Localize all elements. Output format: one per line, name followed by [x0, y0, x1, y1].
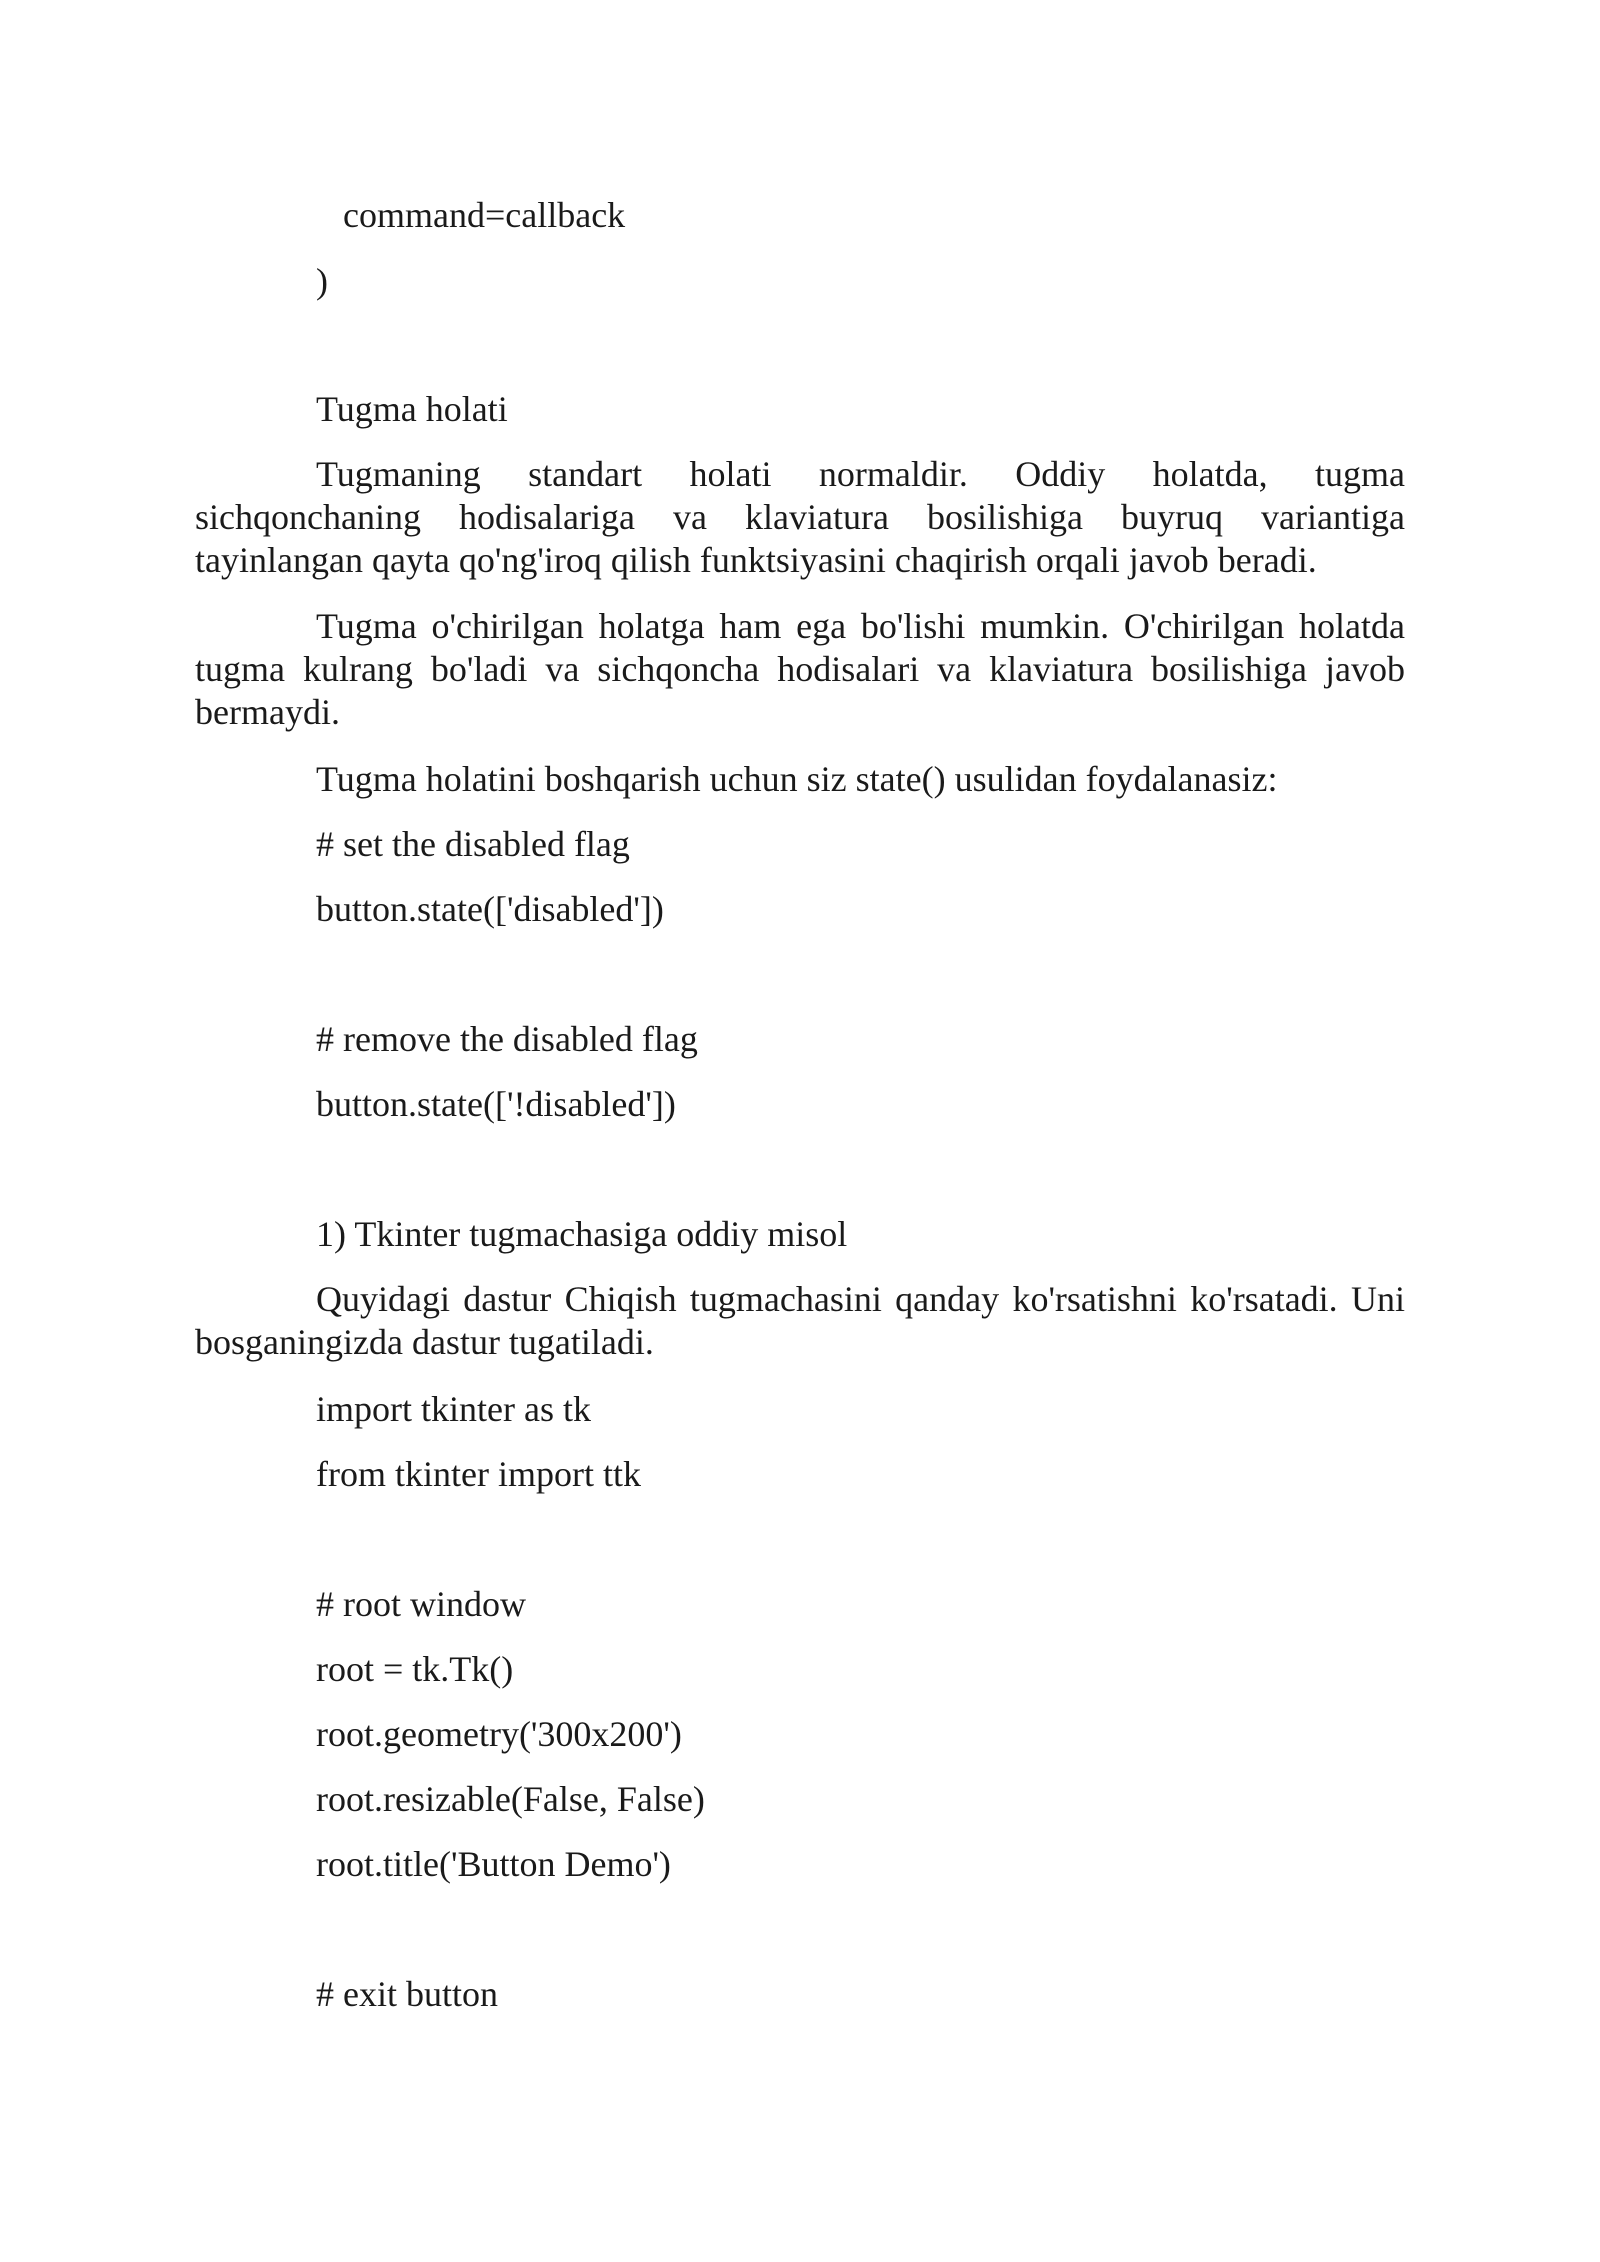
code-root-geometry: root.geometry('300x200') — [316, 1714, 682, 1754]
code-comment-remove-disabled: # remove the disabled flag — [316, 1019, 698, 1059]
paragraph-state-intro: Tugma holatini boshqarish uchun siz state() usulidan foydalanasiz: — [316, 759, 1278, 799]
code-command-callback: command=callback — [343, 195, 626, 235]
code-root-tk: root = tk.Tk() — [316, 1649, 514, 1689]
heading-example-1: 1) Tkinter tugmachasiga oddiy misol — [316, 1214, 848, 1254]
code-comment-exit-button: # exit button — [316, 1974, 498, 2014]
code-comment-set-disabled: # set the disabled flag — [316, 824, 630, 864]
heading-tugma-holati: Tugma holati — [316, 389, 508, 429]
paragraph-normal-state: Tugmaning standart holati normaldir. Oddiy holatda, tugma sichqonchaning hodisalariga va klaviatura bosilishiga buyruq variantiga tayinlangan qayta qo'ng'iroq qilish funktsiyasini chaqirish orqali javob beradi. — [195, 454, 1405, 580]
paragraph-example-description: Quyidagi dastur Chiqish tugmachasini qanday ko'rsatishni ko'rsatadi. Uni bosganingizda dastur tugatiladi. — [195, 1279, 1405, 1362]
code-root-resizable: root.resizable(False, False) — [316, 1779, 705, 1819]
code-comment-root-window: # root window — [316, 1584, 526, 1624]
paragraph-disabled-state: Tugma o'chirilgan holatga ham ega bo'lishi mumkin. O'chirilgan holatda tugma kulrang bo'ladi va sichqoncha hodisalari va klaviatura bosilishiga javob bermaydi. — [195, 606, 1405, 732]
code-state-not-disabled: button.state(['!disabled']) — [316, 1084, 676, 1124]
code-close-paren: ) — [316, 261, 328, 301]
code-state-disabled: button.state(['disabled']) — [316, 889, 664, 929]
code-import-ttk: from tkinter import ttk — [316, 1454, 641, 1494]
code-import-tkinter: import tkinter as tk — [316, 1389, 591, 1429]
code-root-title: root.title('Button Demo') — [316, 1844, 671, 1884]
